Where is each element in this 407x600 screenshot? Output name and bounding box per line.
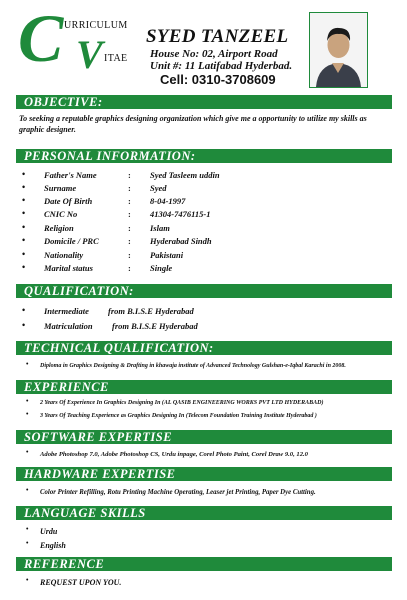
section-personal-header: PERSONAL INFORMATION: — [16, 149, 392, 163]
personal-value: Islam — [150, 223, 170, 233]
bullet: • — [26, 410, 29, 418]
bullet: • — [22, 195, 26, 205]
personal-label: Date Of Birth — [44, 196, 93, 206]
technical-item: Diploma in Graphics Designing & Drafting in khawaja institute of Advanced Technology Gulshan-e-Iqbal Karachi in 2008. — [40, 363, 346, 369]
colon: : — [128, 196, 131, 206]
bullet: • — [22, 169, 26, 179]
personal-label: Religion — [44, 223, 74, 233]
qualification-degree: Matriculation — [44, 321, 93, 331]
personal-label: Surname — [44, 183, 77, 193]
personal-value: Single — [150, 263, 173, 273]
objective-text: To seeking a reputable graphics designing organization which give me a opportunity to utilize my skills as graphic designer. — [19, 114, 367, 134]
bullet: • — [22, 305, 26, 315]
colon: : — [128, 250, 131, 260]
colon: : — [128, 263, 131, 273]
bullet: • — [26, 539, 29, 547]
personal-value: Syed — [150, 183, 167, 193]
colon: : — [128, 209, 131, 219]
cell-number: Cell: 0310-3708609 — [160, 72, 276, 87]
personal-value: 41304-7476115-1 — [150, 209, 211, 219]
language-item: English — [40, 541, 66, 550]
personal-label: Domicile / PRC — [44, 236, 99, 246]
personal-label: Nationality — [44, 250, 84, 260]
bullet: • — [22, 249, 26, 259]
section-software-header: SOFTWARE EXPERTISE — [16, 430, 392, 444]
bullet: • — [22, 235, 26, 245]
bullet: • — [26, 448, 29, 456]
bullet: • — [26, 360, 29, 368]
hardware-item: Color Printer Refilling, Rotu Printing Machine Operating, Leaser jet Printing, Paper Dye Cutting. — [40, 489, 316, 496]
personal-value: 8-04-1997 — [150, 196, 186, 206]
bullet: • — [22, 182, 26, 192]
bullet: • — [22, 208, 26, 218]
personal-value: Syed Tasleem uddin — [150, 170, 220, 180]
section-objective-header: OBJECTIVE: — [16, 95, 392, 109]
personal-label: Marital status — [44, 263, 93, 273]
logo-letter-v: V — [76, 32, 103, 77]
personal-value: Hyderabad Sindh — [150, 236, 212, 246]
address-line-1: House No: 02, Airport Road — [150, 48, 278, 60]
reference-item: REQUEST UPON YOU. — [40, 578, 122, 587]
profile-photo — [309, 12, 368, 88]
colon: : — [128, 223, 131, 233]
personal-value: Pakistani — [150, 250, 184, 260]
bullet: • — [26, 397, 29, 405]
colon: : — [128, 183, 131, 193]
section-experience-header: EXPERIENCE — [16, 380, 392, 394]
address-line-2: Unit #: 11 Latifabad Hyderbad. — [150, 60, 293, 72]
experience-item: 3 Years Of Teaching Experience as Graphics Designing In (Telecom Foundation Training Institute Hyderabad ) — [40, 413, 317, 419]
bullet: • — [26, 576, 29, 584]
software-item: Adobe Photoshop 7.0, Adobe Photoshop CS, Urdu inpage, Corel Photo Paint, Corel Draw 9.0, 12.0 — [40, 451, 308, 458]
section-hardware-header: HARDWARE EXPERTISE — [16, 467, 392, 481]
colon: : — [128, 236, 131, 246]
logo-text-vitae: ITAE — [104, 53, 128, 64]
experience-item: 2 Years Of Experience In Graphics Designing In (AL QASIB ENGINEERING WORKS PVT LTD HYDERABAD) — [40, 400, 324, 406]
bullet: • — [22, 262, 26, 272]
bullet: • — [26, 486, 29, 494]
colon: : — [128, 170, 131, 180]
qualification-board: from B.I.S.E Hyderabad — [108, 306, 194, 316]
qualification-board: from B.I.S.E Hyderabad — [112, 321, 198, 331]
bullet: • — [26, 525, 29, 533]
logo-letter-c: C — [18, 0, 64, 76]
bullet: • — [22, 320, 26, 330]
person-photo-icon — [310, 13, 367, 87]
logo-text-curriculum: URRICULUM — [64, 20, 128, 31]
personal-label: Father's Name — [44, 170, 97, 180]
qualification-degree: Intermediate — [44, 306, 89, 316]
candidate-name: SYED TANZEEL — [146, 26, 289, 47]
bullet: • — [22, 222, 26, 232]
language-item: Urdu — [40, 527, 58, 536]
section-technical-header: TECHNICAL QUALIFICATION: — [16, 341, 392, 355]
personal-label: CNIC No — [44, 209, 78, 219]
section-reference-header: REFERENCE — [16, 557, 392, 571]
section-language-header: LANGUAGE SKILLS — [16, 506, 392, 520]
section-qualification-header: QUALIFICATION: — [16, 284, 392, 298]
